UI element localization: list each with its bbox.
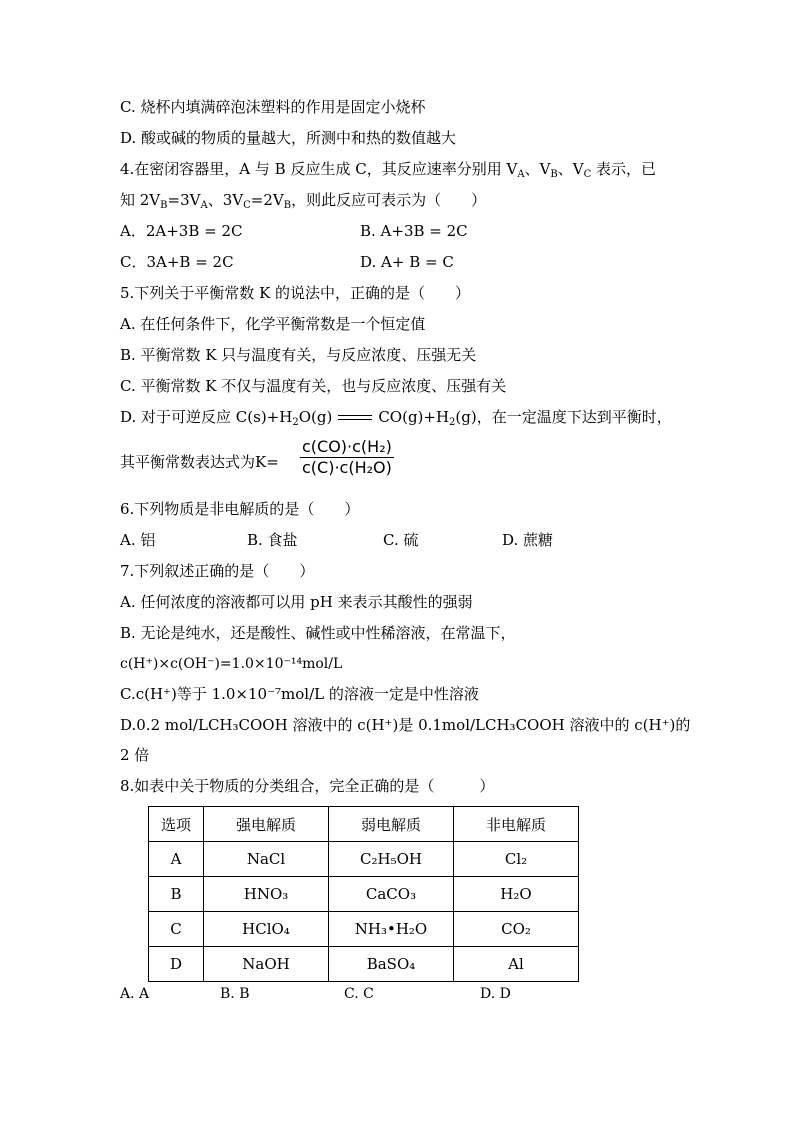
table-cell: NaCl	[204, 842, 329, 877]
table-header-cell: 非电解质	[454, 807, 579, 842]
table-header-cell: 选项	[149, 807, 204, 842]
q5-option-d: D. 对于可逆反应 $C(s)+H_2O(g)$ $CO(g)+H_2(g)$，在一定温度下达到平衡时，	[120, 408, 672, 428]
q3-option-d: D. 酸或碱的物质的量越大，所测中和热的数值越大	[120, 129, 457, 147]
equilibrium-arrow-icon	[338, 413, 372, 423]
table-header-cell: 弱电解质	[329, 807, 454, 842]
k-fraction	[300, 437, 394, 478]
q7-option-b-line1: B. 无论是纯水，还是酸性、碱性或中性稀溶液，在常温下，	[120, 624, 516, 642]
q7-option-b-line2: c(H⁺)×c(OH⁻)=1.0×10⁻¹⁴mol/L	[120, 656, 343, 672]
table-row	[149, 842, 579, 877]
table-row	[149, 912, 579, 947]
q4-stem-line1: 4.在密闭容器里，A 与 B 反应生成 C，其反应速率分别用 $V_A$、$V_B$、$V_C$ 表示，已	[120, 160, 657, 180]
table-cell: NH₃•H₂O	[329, 912, 454, 947]
table-cell: C	[149, 912, 204, 947]
q4-stem-line2: 知 $2V_B=3V_A$、$3V_C=2V_B$，则此反应可表示为（ ）	[120, 191, 487, 211]
q8-stem: 8.如表中关于物质的分类组合，完全正确的是（ ）	[120, 777, 495, 795]
q4-option-a: A．2A+3B = 2C	[120, 222, 243, 240]
q4-option-d: D. A+ B = C	[360, 253, 454, 271]
table-cell: BaSO₄	[329, 947, 454, 982]
table-header-cell: 强电解质	[204, 807, 329, 842]
q6-option-b: B. 食盐	[247, 531, 298, 549]
q7-option-c: C.c(H⁺)等于 1.0×10⁻⁷mol/L 的溶液一定是中性溶液	[120, 685, 479, 703]
table-header-row	[149, 807, 579, 842]
table-cell: C₂H₅OH	[329, 842, 454, 877]
q4-option-c: C．3A+B = 2C	[120, 253, 234, 271]
q4-option-b: B. A+3B = 2C	[360, 222, 468, 240]
q5-option-b: B. 平衡常数 K 只与温度有关，与反应浓度、压强无关	[120, 346, 477, 364]
table-cell: HNO₃	[204, 877, 329, 912]
q7-stem: 7.下列叙述正确的是（ ）	[120, 562, 315, 580]
q7-option-d-line1: D.0.2 mol/LCH₃COOH 溶液中的 c(H⁺)是 0.1mol/LCH₃COOH 溶液中的 c(H⁺)的	[120, 716, 691, 734]
table-row	[149, 947, 579, 982]
k-numerator: c(CO)·c(H₂)	[302, 437, 392, 456]
q8-option-c: C. C	[344, 986, 374, 1002]
table-cell: Cl₂	[454, 842, 579, 877]
table-cell: H₂O	[454, 877, 579, 912]
q5-stem: 5.下列关于平衡常数 K 的说法中，正确的是（ ）	[120, 284, 471, 302]
q6-stem: 6.下列物质是非电解质的是（ ）	[120, 500, 360, 518]
q3-option-c: C. 烧杯内填满碎泡沫塑料的作用是固定小烧杯	[120, 98, 426, 116]
q5-option-c: C. 平衡常数 K 不仅与温度有关，也与反应浓度、压强有关	[120, 377, 507, 395]
q7-option-d-line2: 2 倍	[120, 746, 150, 764]
classification-table	[148, 806, 579, 982]
q8-option-d: D. D	[480, 986, 511, 1002]
q8-option-b: B. B	[220, 986, 250, 1002]
q5-option-a: A. 在任何条件下，化学平衡常数是一个恒定值	[120, 315, 426, 333]
table-row	[149, 877, 579, 912]
table-cell: CaCO₃	[329, 877, 454, 912]
table-cell: Al	[454, 947, 579, 982]
table-cell: HClO₄	[204, 912, 329, 947]
table-cell: NaOH	[204, 947, 329, 982]
table-cell: CO₂	[454, 912, 579, 947]
q8-option-a: A. A	[120, 986, 150, 1002]
q6-option-a: A. 铝	[120, 531, 156, 549]
q5-k-expression-label: 其平衡常数表达式为K=	[120, 453, 279, 471]
table-cell: A	[149, 842, 204, 877]
q6-option-d: D. 蔗糖	[502, 531, 554, 549]
k-denominator: c(C)·c(H₂O)	[302, 458, 392, 477]
q6-option-c: C. 硫	[383, 531, 419, 549]
table-cell: D	[149, 947, 204, 982]
q7-option-a: A. 任何浓度的溶液都可以用 pH 来表示其酸性的强弱	[120, 593, 473, 611]
table-cell: B	[149, 877, 204, 912]
